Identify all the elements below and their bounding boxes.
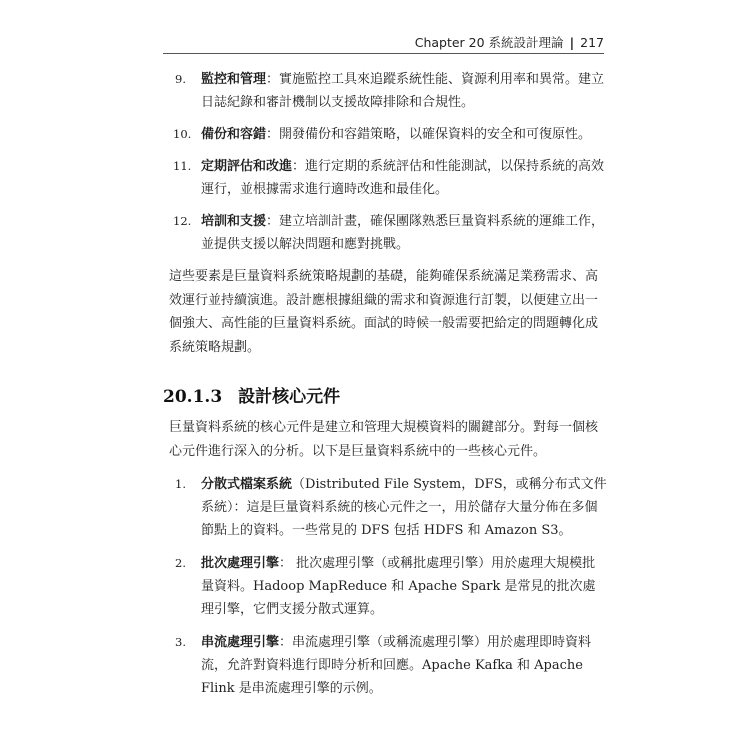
item-number: 11. [173,159,192,173]
item-term: 串流處理引擎 [201,635,280,650]
item-text: （Distributed File System，DFS，或稱分布式文件系統）：這是巨量資料系統的核心元件之一，用於儲存大量分佈在多個節點上的資料。一些常見的 DFS 包括 HDFS 和 Amazon S3。 [201,477,607,538]
section-heading [163,382,608,407]
list-item [163,123,608,146]
item-text: ： 批次處理引擎（或稱批處理引擎）用於處理大規模批量資料。Hadoop MapReduce 和 Apache Spark 是常見的批次處理引擎，它們支援分散式運算。 [201,556,596,617]
list-item [163,473,608,542]
page-number: 217 [580,35,604,50]
section-number: 20.1.3 [163,387,223,407]
item-number: 12. [173,214,192,228]
list-item [163,210,608,256]
section-title: 設計核心元件 [238,387,341,407]
item-number: 9. [175,72,186,86]
summary-paragraph: 這些要素是巨量資料系統策略規劃的基礎，能夠確保系統滿足業務需求、高效運行並持續演進。設計應根據組織的需求和資源進行訂製，以便建立出一個強大、高性能的巨量資料系統。面試的時候一般需要把給定的問題轉化成系統策略規劃。 [169,269,599,355]
header-separator: | [569,35,575,50]
running-header [163,33,604,51]
item-text: ：開發備份和容錯策略，以確保資料的安全和可復原性。 [266,127,592,142]
item-number: 10. [173,127,192,141]
item-term: 分散式檔案系統 [201,477,293,492]
item-text: ：進行定期的系統評估和性能測試，以保持系統的高效運行，並根據需求進行適時改進和最佳化。 [201,159,605,197]
list-item [163,68,608,114]
item-term: 監控和管理 [201,72,267,87]
section-intro: 巨量資料系統的核心元件是建立和管理大規模資料的關鍵部分。對每一個核心元件進行深入的分析。以下是巨量資料系統中的一些核心元件。 [169,420,599,459]
chapter-title: Chapter 20 系統設計理論 [414,35,564,50]
page-body [163,68,608,710]
item-text: ：建立培訓計畫，確保團隊熟悉巨量資料系統的運維工作，並提供支援以解決問題和應對挑戰。 [201,214,605,252]
item-term: 批次處理引擎 [201,556,280,571]
item-term: 培訓和支援 [201,214,267,229]
item-number: 1. [175,477,186,491]
item-term: 定期評估和改進 [201,159,293,174]
list-item [163,552,608,621]
item-text: ：實施監控工具來追蹤系統性能、資源利用率和異常。建立日誌紀錄和審計機制以支援故障排除和合規性。 [201,72,605,110]
list-item [163,155,608,201]
item-number: 3. [175,635,186,649]
item-text: ：串流處理引擎（或稱流處理引擎）用於處理即時資料流，允許對資料進行即時分析和回應。Apache Kafka 和 Apache Flink 是串流處理引擎的示例。 [201,635,592,696]
list-item [163,631,608,700]
header-rule [163,53,604,54]
item-term: 備份和容錯 [201,127,267,142]
item-number: 2. [175,556,186,570]
